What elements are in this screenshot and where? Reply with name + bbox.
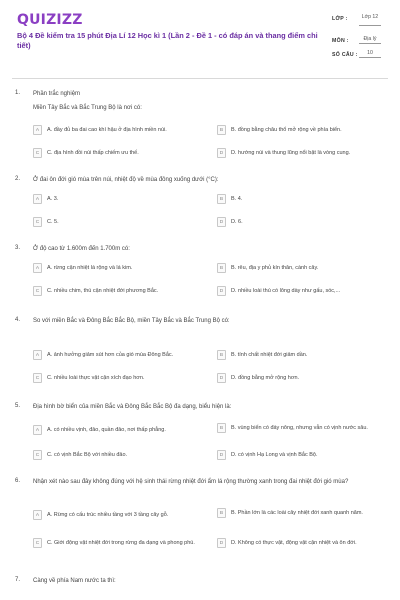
option-letter-box: D <box>217 538 226 548</box>
option-text: B. đồng bằng châu thổ mở rộng về phía biển. <box>231 126 342 133</box>
option-text: B. 4. <box>231 195 243 202</box>
question-text: Địa hình bờ biển của miền Bắc và Đông Bắc Bắc Bộ đa dạng, biểu hiện là: <box>33 404 232 410</box>
option-text: D. đồng bằng mở rộng hơn. <box>231 374 300 381</box>
question-number: 4. <box>15 317 21 323</box>
question-number: 6. <box>15 478 21 484</box>
question-subtext: Miền Tây Bắc và Bắc Trung Bộ là nơi có: <box>33 105 142 111</box>
document-title: Bộ 4 Đề kiểm tra 15 phút Địa Lí 12 Học kì 1 (Lần 2 - Đề 1 - có đáp án và thang điểm chi tiết) <box>17 31 318 50</box>
option-letter-box: C <box>33 538 42 548</box>
option-letter-box: B <box>217 263 226 273</box>
option-letter-box: C <box>33 286 42 296</box>
class-label: LỚP : <box>332 16 348 22</box>
option-text: B. rêu, địa y phủ kín thân, cành cây. <box>231 264 319 271</box>
meta-subject-row <box>332 36 388 50</box>
option-text: C. nhiều chim, thú cận nhiệt đới phương Bắc. <box>47 287 159 294</box>
option-text: C. địa hình đồi núi thấp chiếm ưu thế. <box>47 149 139 156</box>
option-letter-box: B <box>217 508 226 518</box>
meta-panel <box>332 14 388 63</box>
option-text: D. Không có thực vật, động vật cận nhiệt và ôn đới. <box>231 539 357 546</box>
option-text: D. có vịnh Hạ Long và vịnh Bắc Bộ. <box>231 451 318 458</box>
option-text: B. vùng biển có đáy nông, nhưng vẫn có vịnh nước sâu. <box>231 424 368 431</box>
option-letter-box: B <box>217 194 226 204</box>
option-text: B. tính chất nhiệt đới giảm dần. <box>231 351 308 358</box>
meta-count-row <box>332 50 388 63</box>
option-letter-box: B <box>217 423 226 433</box>
count-label: SỐ CÂU : <box>332 52 358 58</box>
question-text: Nhận xét nào sau đây không đúng với hệ sinh thái rừng nhiệt đới ẩm lá rộng thường xanh trong đai nhiệt đới gió mùa? <box>33 479 349 485</box>
option-letter-box: A <box>33 425 42 435</box>
option-letter-box: A <box>33 350 42 360</box>
count-field[interactable]: 10 <box>359 50 381 58</box>
option-text: D. hướng núi và thung lũng nổi bật là vòng cung. <box>231 149 351 156</box>
question-text: Phần trắc nghiệm <box>33 91 81 97</box>
option-letter-box: C <box>33 217 42 227</box>
question-number: 5. <box>15 403 21 409</box>
option-letter-box: B <box>217 350 226 360</box>
option-text: A. rừng cận nhiệt lá rộng và lá kim. <box>47 264 133 271</box>
question-number: 1. <box>15 90 21 96</box>
header-divider <box>12 78 388 79</box>
option-letter-box: D <box>217 217 226 227</box>
question-text: Càng về phía Nam nước ta thì: <box>33 578 116 584</box>
subject-field[interactable]: Địa lý <box>359 36 381 44</box>
option-letter-box: A <box>33 263 42 273</box>
option-text: C. có vịnh Bắc Bộ với nhiều đảo. <box>47 451 128 458</box>
option-letter-box: A <box>33 125 42 135</box>
question-number: 3. <box>15 245 21 251</box>
option-text: A. 3. <box>47 195 59 202</box>
subject-label: MÔN : <box>332 38 349 44</box>
option-text: A. ảnh hưởng giảm sút hơn của gió mùa Đông Bắc. <box>47 351 174 358</box>
option-letter-box: D <box>217 148 226 158</box>
option-text: B. Phần lớn là các loài cây nhiệt đới xanh quanh năm. <box>231 509 363 516</box>
option-letter-box: C <box>33 450 42 460</box>
question-text: Ở đai ôn đới gió mùa trên núi, nhiệt độ về mùa đông xuống dưới (°C): <box>33 177 219 183</box>
option-letter-box: C <box>33 373 42 383</box>
option-text: D. 6. <box>231 218 243 225</box>
option-letter-box: C <box>33 148 42 158</box>
option-letter-box: A <box>33 510 42 520</box>
question-number: 2. <box>15 176 21 182</box>
document-header <box>0 0 400 76</box>
option-text: C. nhiều loài thực vật cận xích đạo hơn. <box>47 374 145 381</box>
option-text: A. có nhiều vịnh, đảo, quần đảo, nơi thấp phẳng. <box>47 426 166 433</box>
meta-class-row <box>332 14 388 36</box>
option-text: D. nhiều loài thú có lông dày như gấu, sóc,... <box>231 287 341 294</box>
option-text: C. Giới động vật nhiệt đới trong rừng đa dạng và phong phú. <box>47 539 195 546</box>
option-text: A. đầy đủ ba đai cao khí hậu ở địa hình miền núi. <box>47 126 167 133</box>
option-letter-box: D <box>217 286 226 296</box>
option-letter-box: D <box>217 373 226 383</box>
option-letter-box: D <box>217 450 226 460</box>
option-text: C. 5. <box>47 218 59 225</box>
class-field[interactable]: Lớp 12 <box>359 14 381 26</box>
option-text: A. Rừng có cấu trúc nhiều tầng với 3 tầng cây gỗ. <box>47 511 169 518</box>
option-letter-box: A <box>33 194 42 204</box>
question-text: Ở độ cao từ 1.600m đến 1.700m có: <box>33 246 130 252</box>
question-text: So với miền Bắc và Đông Bắc Bắc Bộ, miền Tây Bắc và Bắc Trung Bộ có: <box>33 318 230 324</box>
question-number: 7. <box>15 577 21 583</box>
quizizz-logo: QUIZIZZ <box>17 12 83 28</box>
option-letter-box: B <box>217 125 226 135</box>
